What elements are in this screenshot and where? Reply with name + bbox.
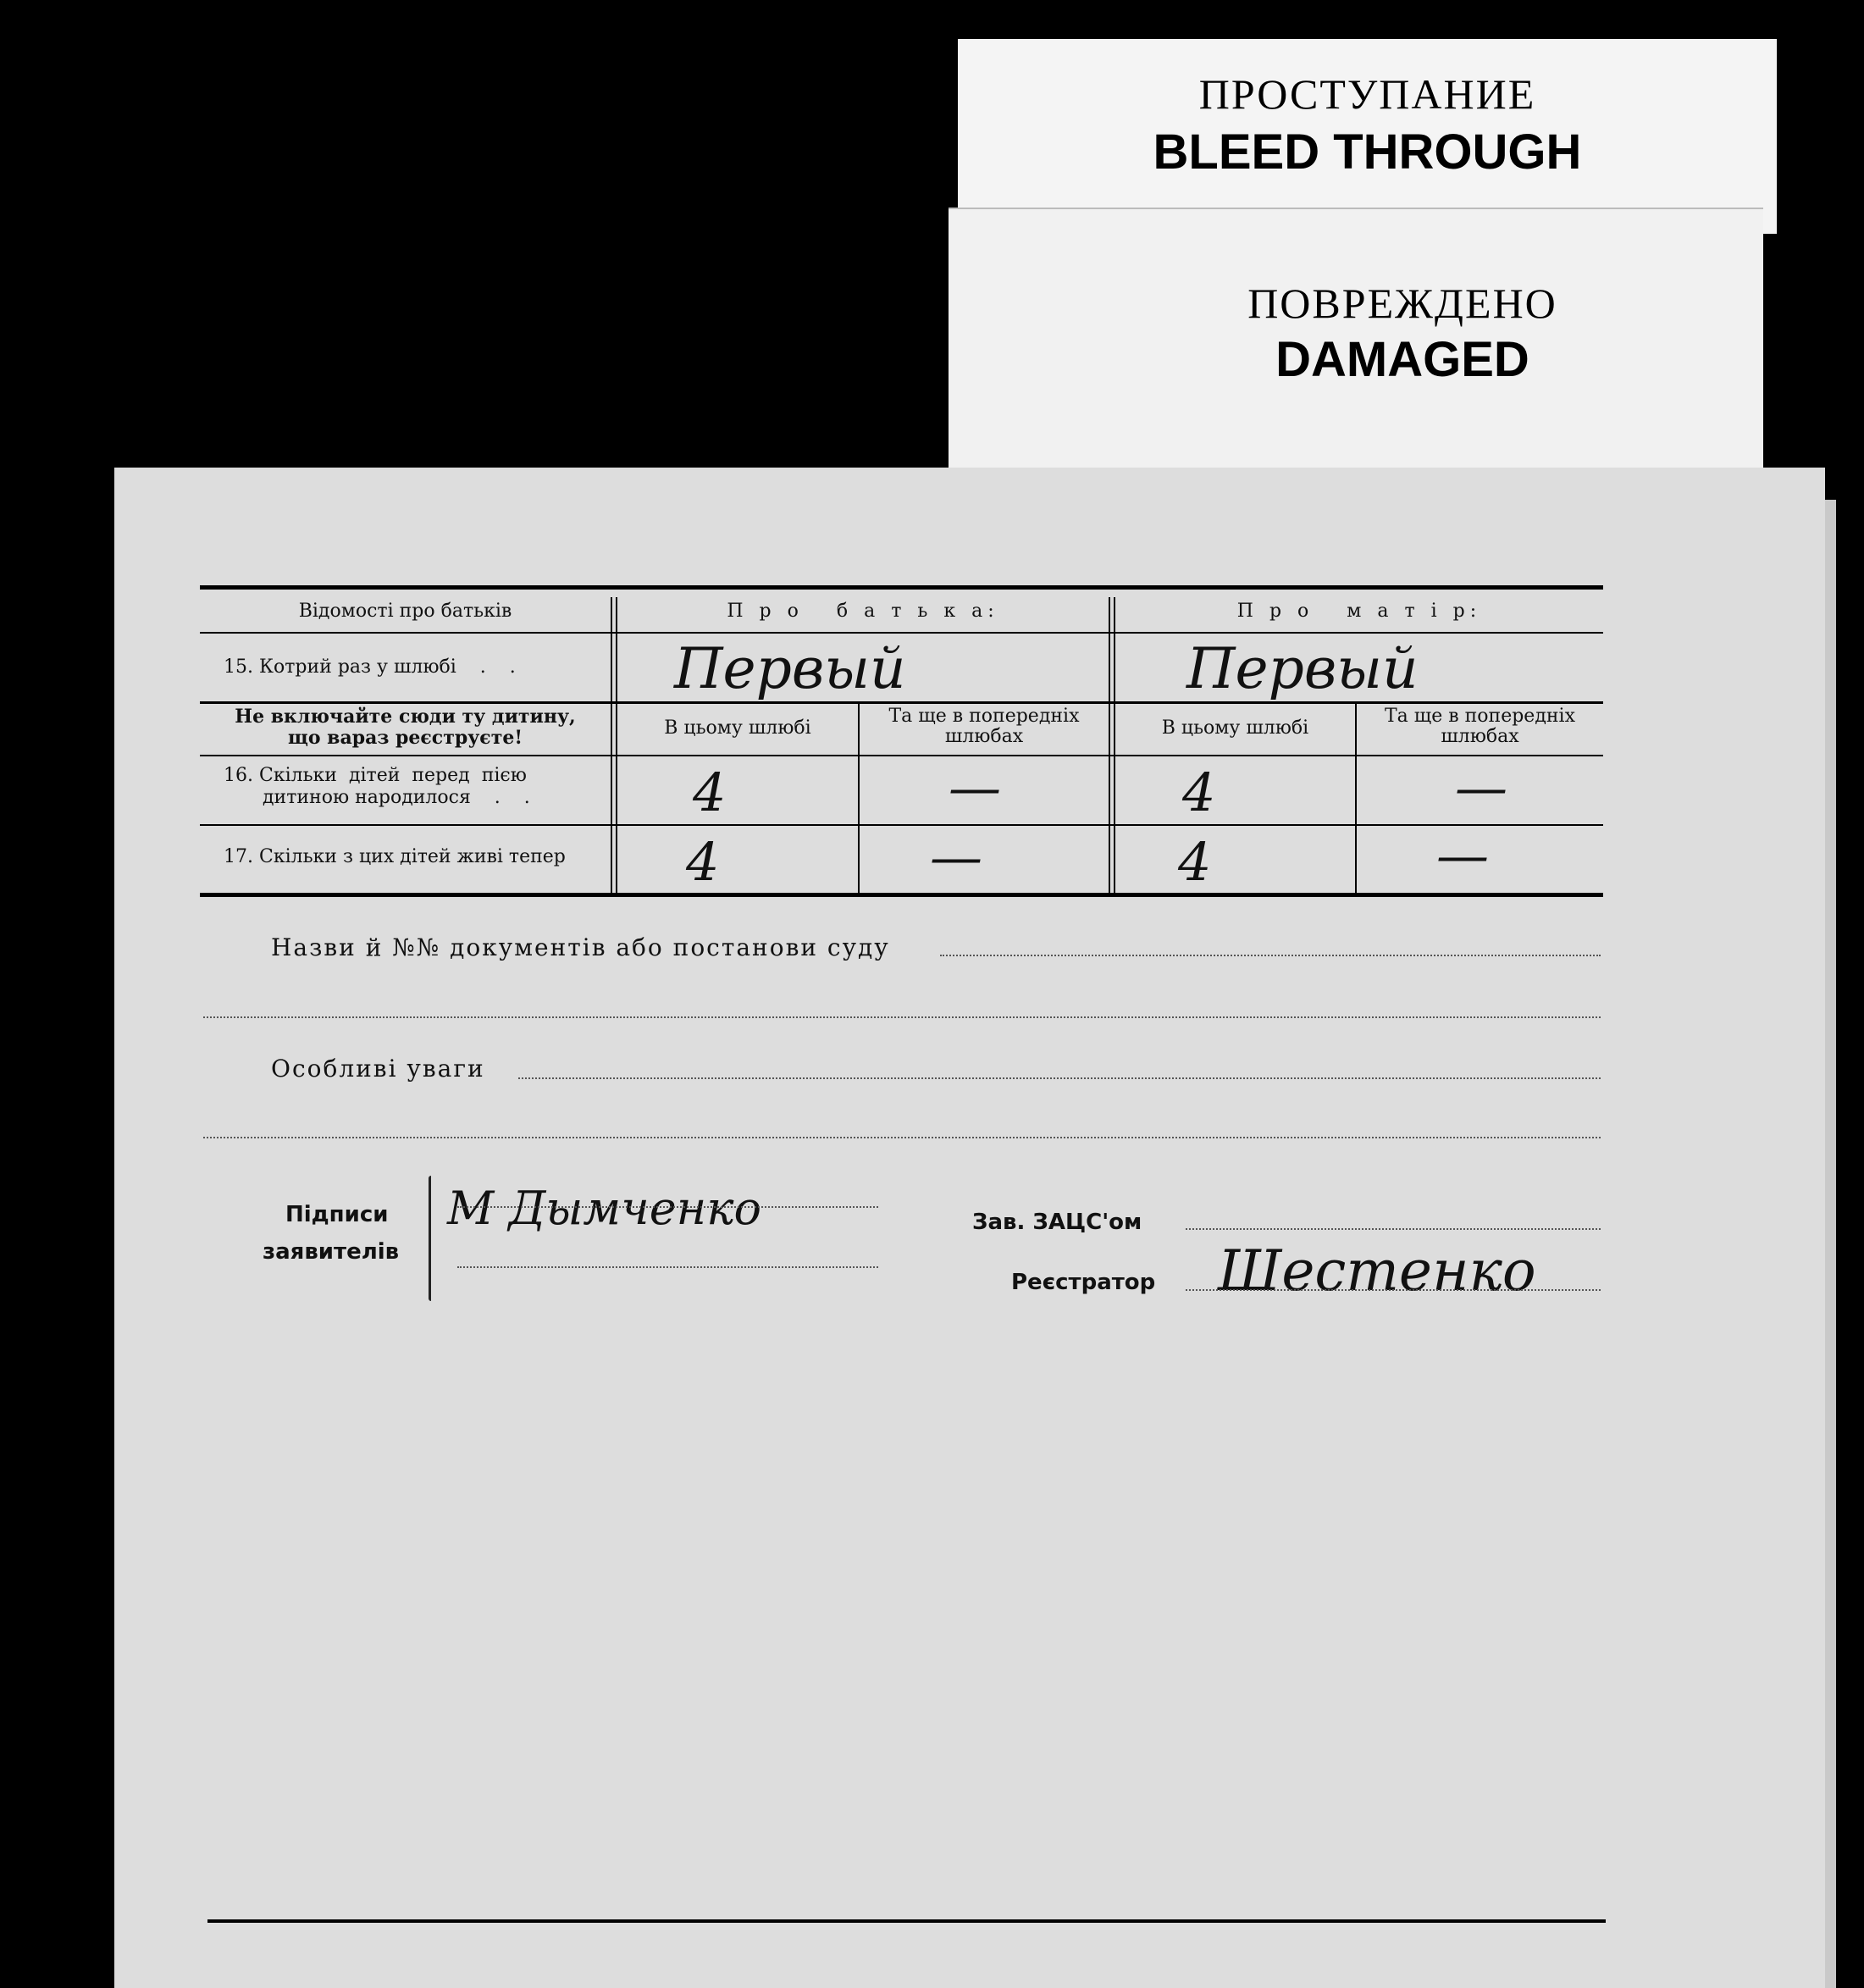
table-col-rule: [611, 597, 612, 894]
applicant-signature-line-1: [457, 1206, 878, 1208]
table-top-rule: [200, 585, 1603, 590]
header-father: П р о б а т ь к а:: [727, 601, 999, 622]
damaged-ru: ПОВРЕЖДЕНО: [1247, 280, 1557, 327]
row16-father-this: 4: [693, 761, 727, 823]
row16-label-line2: дитиною народилося . .: [263, 787, 530, 808]
documents-dotted-line-2: [203, 1016, 1601, 1018]
signatures-brace: [429, 1176, 431, 1301]
exclude-note-line1: Не включайте сюди ту дитину,: [235, 706, 576, 728]
bleed-through-flag: [958, 39, 1777, 234]
head-zags-label: Зав. ЗАЦС'ом: [972, 1210, 1142, 1235]
exclude-note-line2: що вараз реєструєте!: [288, 727, 523, 749]
table-rule: [200, 824, 1603, 826]
row16-mother-prev: —: [1455, 756, 1507, 818]
row17-father-prev: —: [930, 826, 982, 888]
row15-mother-value: Первый: [1186, 636, 1419, 701]
table-bottom-rule: [200, 893, 1603, 897]
table-col-rule: [1109, 597, 1110, 894]
registrar-signature: Шестенко: [1218, 1238, 1536, 1304]
row17-mother-this: 4: [1178, 831, 1212, 893]
bottom-rule: [207, 1919, 1606, 1923]
applicant-signature: М Дымченко: [447, 1182, 761, 1235]
documents-dotted-line: [940, 955, 1601, 956]
table-rule: [200, 755, 1603, 756]
bleed-through-en: BLEED THROUGH: [1153, 125, 1582, 180]
mother-prev-marriages-header-line1: Та ще в попередніх: [1385, 706, 1575, 727]
row16-mother-this: 4: [1182, 761, 1216, 823]
bleed-through-ru: ПРОСТУПАНИЕ: [1198, 70, 1536, 118]
signatures-label-line2: заявителів: [263, 1239, 400, 1265]
table-col-rule: [1114, 597, 1115, 894]
mother-prev-marriages-header-line2: шлюбах: [1441, 726, 1519, 747]
registrar-label: Реєстратор: [1011, 1270, 1156, 1295]
table-rule: [200, 701, 1603, 704]
table-col-rule: [616, 597, 617, 894]
damaged-en: DAMAGED: [1275, 332, 1529, 387]
header-mother: П р о м а т і р:: [1236, 601, 1482, 622]
father-prev-marriages-header-line1: Та ще в попередніх: [888, 706, 1080, 727]
documents-label: Назви й №№ документів або постанови суду: [271, 933, 890, 961]
row15-father-value: Первый: [674, 636, 906, 701]
table-rule: [200, 632, 1603, 634]
special-notes-dotted-line-2: [203, 1137, 1601, 1138]
special-notes-label: Особливі уваги: [271, 1055, 485, 1083]
header-parents-info: Відомості про батьків: [298, 601, 512, 622]
damaged-flag: [949, 208, 1763, 472]
row17-mother-prev: —: [1436, 824, 1489, 886]
mother-this-marriage-header: В цьому шлюбі: [1161, 717, 1309, 739]
father-prev-marriages-header-line2: шлюбах: [944, 726, 1024, 747]
head-zags-dotted-line: [1186, 1228, 1601, 1230]
row16-label-line1: 16. Скільки дітей перед пією: [224, 765, 527, 786]
row16-father-prev: —: [949, 756, 1001, 818]
registrar-dotted-line: [1186, 1289, 1601, 1291]
father-this-marriage-header: В цьому шлюбі: [664, 717, 811, 739]
signatures-label-line1: Підписи: [285, 1202, 389, 1227]
parents-info-table: [200, 585, 1603, 897]
applicant-signature-line-2: [457, 1266, 878, 1268]
row17-father-this: 4: [686, 831, 720, 893]
special-notes-dotted-line: [518, 1077, 1601, 1079]
row17-label: 17. Скільки з цих дітей живі тепер: [224, 846, 566, 867]
row15-label: 15. Котрий раз у шлюбі . .: [224, 656, 516, 678]
